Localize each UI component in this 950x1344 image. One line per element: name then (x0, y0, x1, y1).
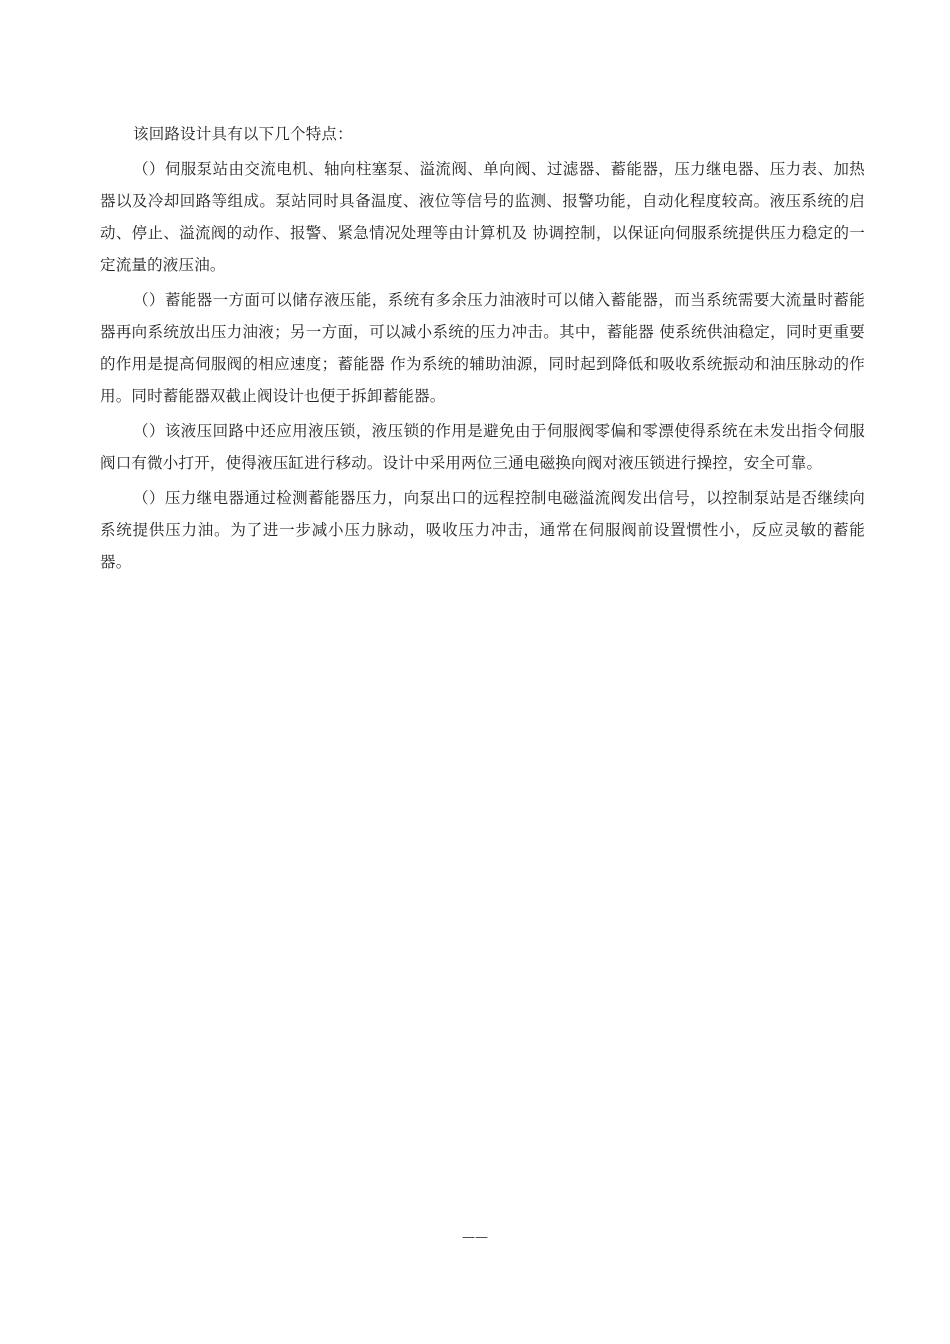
paragraph-3: （）该液压回路中还应用液压锁，液压锁的作用是避免由于伺服阀零偏和零漂使得系统在未发出指令伺服阀口有微小打开，使得液压缸进行移动。设计中采用两位三通电磁换向阀对液压锁进行操控，安全可靠。 (100, 422, 865, 472)
paragraph-4: （）压力继电器通过检测蓄能器压力，向泵出口的远程控制电磁溢流阀发出信号，以控制泵站是否继续向系统提供压力油。为了进一步减小压力脉动，吸收压力冲击，通常在伺服阀前设置惯性小，反应灵敏的蓄能器。 (100, 489, 865, 571)
paragraph-1: （）伺服泵站由交流电机、轴向柱塞泵、溢流阀、单向阀、过滤器、蓄能器，压力继电器、压力表、加热器以及冷却回路等组成。泵站同时具备温度、液位等信号的监测、报警功能，自动化程度较高。液压系统的启动、停止、溢流阀的动作、报警、紧急情况处理等由计算机及 协调控制，以保证向伺服系统提供压力稳定的一定流量的液压油。 (100, 160, 865, 274)
page-number: —— (462, 1230, 488, 1245)
intro-paragraph: 该回路设计具有以下几个特点： (133, 125, 353, 143)
paragraph-2: （）蓄能器一方面可以储存液压能，系统有多余压力油液时可以储入蓄能器，而当系统需要大流量时蓄能器再向系统放出压力油液；另一方面，可以减小系统的压力冲击。其中，蓄能器 使系统供油稳定，同时更重要的作用是提高伺服阀的相应速度；蓄能器 作为系统的辅助油源，同时起到降低和吸收系统振动和油压脉动的作用。同时蓄能器双截止阀设计也便于拆卸蓄能器。 (100, 291, 865, 405)
document-body (100, 118, 865, 578)
